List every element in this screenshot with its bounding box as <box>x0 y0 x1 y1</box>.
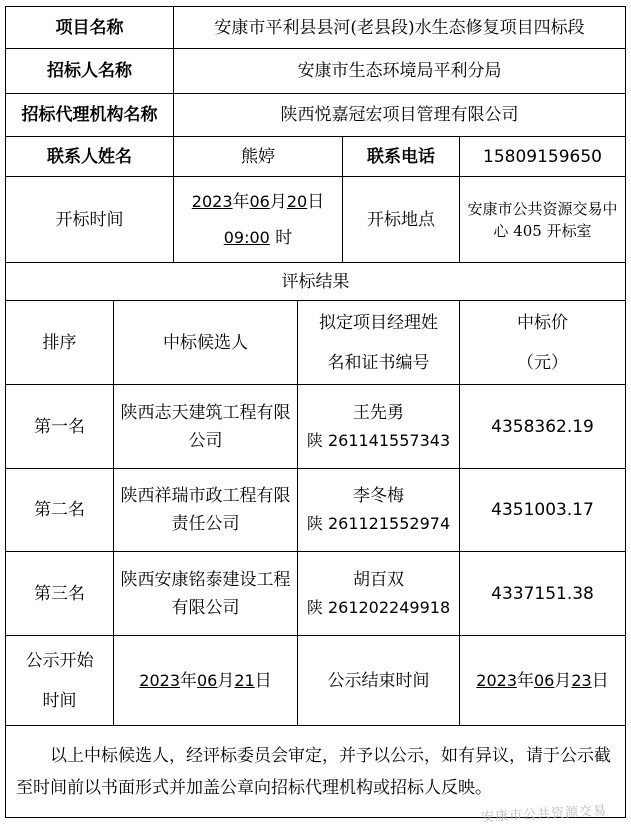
price-cell: 4337151.38 <box>460 552 626 636</box>
start-month: 06 <box>197 670 218 690</box>
results-header-row <box>6 301 626 385</box>
unit-hour: 时 <box>275 227 293 248</box>
phone-value: 15809159650 <box>460 137 626 177</box>
unit-year: 年 <box>517 670 534 691</box>
rank-cell: 第一名 <box>6 385 114 469</box>
publicity-start-label-line1: 公示开始 <box>25 650 94 671</box>
manager-cert: 陕 261202249918 <box>306 597 451 617</box>
unit-day: 日 <box>254 670 272 691</box>
manager-cell <box>298 385 460 469</box>
rank-cell: 第三名 <box>6 552 114 636</box>
open-hour: 09:00 <box>223 227 270 247</box>
open-day: 20 <box>286 191 308 211</box>
row-agency <box>6 94 626 137</box>
manager-name: 李冬梅 <box>353 486 404 506</box>
manager-cell <box>298 552 460 636</box>
price-cell: 4351003.17 <box>460 469 626 552</box>
open-time-value <box>174 177 343 263</box>
agency-value: 陕西悦嘉冠宏项目管理有限公司 <box>174 94 626 137</box>
price-cell: 4358362.19 <box>460 385 626 469</box>
unit-day: 日 <box>307 191 325 212</box>
col-rank-header: 排序 <box>6 301 114 385</box>
col-manager-line2: 名和证书编号 <box>327 352 430 373</box>
candidate-cell: 陕西志天建筑工程有限公司 <box>114 385 298 469</box>
end-month: 06 <box>534 670 555 690</box>
candidate-cell: 陕西安康铭泰建设工程有限公司 <box>114 552 298 636</box>
notice-text: 以上中标候选人，经评标委员会审定，并予以公示，如有异议，请于公示截至时间前以书面形式并加盖公章向招标代理机构或招标人反映。 <box>6 726 626 818</box>
col-manager-line1: 拟定项目经理姓 <box>319 312 438 333</box>
start-year: 2023 <box>139 670 180 690</box>
unit-month: 月 <box>217 670 235 691</box>
manager-cell <box>298 469 460 552</box>
start-day: 21 <box>234 670 255 690</box>
row-section-title <box>6 263 626 301</box>
candidate-cell: 陕西祥瑞市政工程有限责任公司 <box>114 469 298 552</box>
open-place-label: 开标地点 <box>343 177 460 263</box>
end-year: 2023 <box>476 670 517 690</box>
manager-name: 王先勇 <box>353 402 404 423</box>
bid-result-table <box>5 6 626 818</box>
open-time-label: 开标时间 <box>6 177 174 263</box>
results-section-title: 评标结果 <box>6 263 626 301</box>
tenderer-value: 安康市生态环境局平利分局 <box>174 49 626 94</box>
col-price-line2: （元） <box>517 352 568 373</box>
table-row <box>6 552 626 636</box>
contact-value: 熊婷 <box>174 137 343 177</box>
row-project-name <box>6 7 626 49</box>
col-manager-header <box>298 301 460 385</box>
table-row <box>6 469 626 552</box>
publicity-start-label <box>6 636 114 726</box>
row-publicity <box>6 636 626 726</box>
contact-label: 联系人姓名 <box>6 137 174 177</box>
col-price-line1: 中标价 <box>517 312 568 333</box>
watermark: 安康市公共资源交易 <box>480 803 608 826</box>
end-day: 23 <box>571 670 592 690</box>
manager-name: 胡百双 <box>353 569 404 590</box>
open-place-value: 安康市公共资源交易中心 405 开标室 <box>460 177 626 263</box>
project-name-label: 项目名称 <box>6 7 174 49</box>
publicity-end-label: 公示结束时间 <box>298 636 460 726</box>
unit-year: 年 <box>180 670 197 691</box>
row-contact <box>6 137 626 177</box>
publicity-end-value <box>460 636 626 726</box>
manager-cert: 陕 261141557343 <box>306 430 451 450</box>
manager-cert: 陕 261121552974 <box>306 514 451 533</box>
col-price-header <box>460 301 626 385</box>
unit-month: 月 <box>269 191 287 212</box>
tenderer-label: 招标人名称 <box>6 49 174 94</box>
open-month: 06 <box>249 191 270 211</box>
publicity-start-value <box>114 636 298 726</box>
col-candidate-header: 中标候选人 <box>114 301 298 385</box>
open-year: 2023 <box>191 191 233 211</box>
project-name-value: 安康市平利县县河(老县段)水生态修复项目四标段 <box>174 7 626 49</box>
row-opening <box>6 177 626 263</box>
publicity-start-label-line2: 时间 <box>42 690 77 711</box>
table-row <box>6 385 626 469</box>
rank-cell: 第二名 <box>6 469 114 552</box>
unit-year: 年 <box>232 191 250 212</box>
unit-month: 月 <box>554 670 572 691</box>
agency-label: 招标代理机构名称 <box>6 94 174 137</box>
unit-day: 日 <box>591 670 609 691</box>
phone-label: 联系电话 <box>343 137 460 177</box>
row-tenderer <box>6 49 626 94</box>
